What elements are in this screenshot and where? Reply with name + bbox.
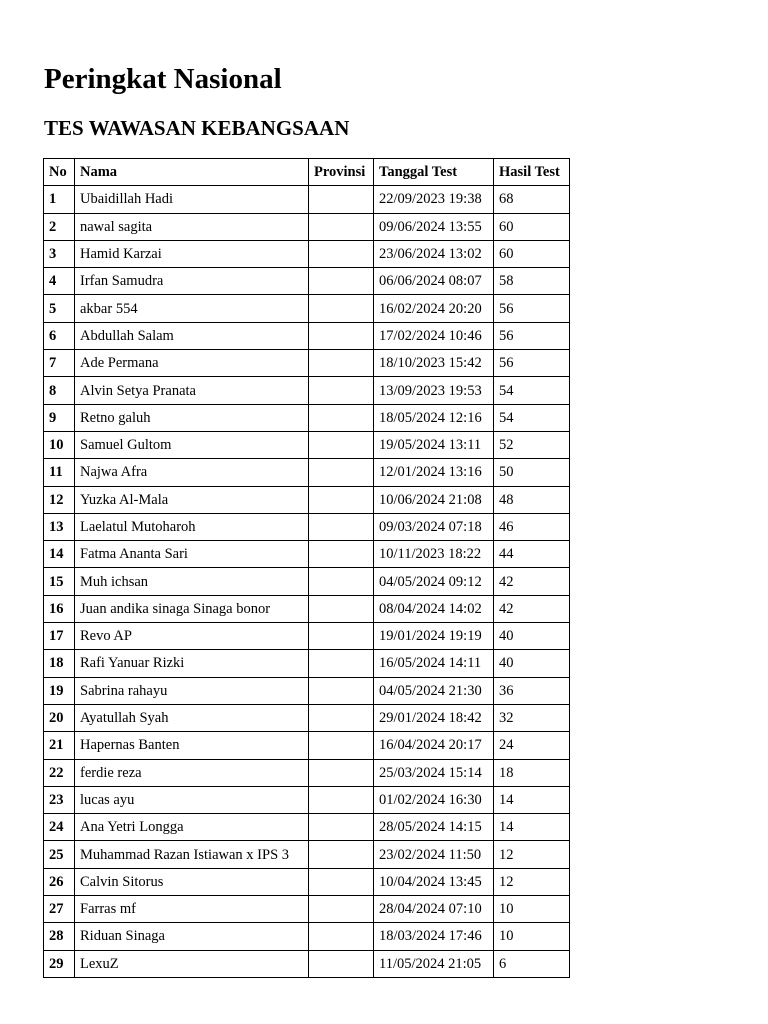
cell-no: 25 bbox=[44, 841, 75, 868]
cell-nama: Najwa Afra bbox=[75, 459, 309, 486]
cell-hasil-test: 46 bbox=[494, 513, 570, 540]
table-row bbox=[44, 841, 570, 868]
cell-no: 5 bbox=[44, 295, 75, 322]
ranking-table-body bbox=[44, 186, 570, 978]
cell-nama: Alvin Setya Pranata bbox=[75, 377, 309, 404]
cell-hasil-test: 18 bbox=[494, 759, 570, 786]
cell-hasil-test: 68 bbox=[494, 186, 570, 213]
cell-no: 7 bbox=[44, 350, 75, 377]
table-row bbox=[44, 814, 570, 841]
cell-tanggal-test: 17/02/2024 10:46 bbox=[374, 322, 494, 349]
header-tanggal-test: Tanggal Test bbox=[374, 159, 494, 186]
cell-nama: LexuZ bbox=[75, 950, 309, 977]
cell-provinsi bbox=[309, 186, 374, 213]
cell-nama: Abdullah Salam bbox=[75, 322, 309, 349]
table-row bbox=[44, 377, 570, 404]
cell-nama: Hamid Karzai bbox=[75, 240, 309, 267]
cell-hasil-test: 24 bbox=[494, 732, 570, 759]
cell-tanggal-test: 28/05/2024 14:15 bbox=[374, 814, 494, 841]
cell-provinsi bbox=[309, 295, 374, 322]
cell-provinsi bbox=[309, 732, 374, 759]
cell-provinsi bbox=[309, 595, 374, 622]
cell-provinsi bbox=[309, 350, 374, 377]
cell-nama: Fatma Ananta Sari bbox=[75, 541, 309, 568]
cell-hasil-test: 40 bbox=[494, 623, 570, 650]
table-row bbox=[44, 404, 570, 431]
cell-tanggal-test: 16/05/2024 14:11 bbox=[374, 650, 494, 677]
cell-hasil-test: 40 bbox=[494, 650, 570, 677]
cell-tanggal-test: 13/09/2023 19:53 bbox=[374, 377, 494, 404]
cell-no: 13 bbox=[44, 513, 75, 540]
cell-hasil-test: 58 bbox=[494, 268, 570, 295]
cell-nama: Sabrina rahayu bbox=[75, 677, 309, 704]
cell-nama: Ana Yetri Longga bbox=[75, 814, 309, 841]
cell-provinsi bbox=[309, 240, 374, 267]
cell-tanggal-test: 04/05/2024 09:12 bbox=[374, 568, 494, 595]
table-row bbox=[44, 240, 570, 267]
cell-provinsi bbox=[309, 786, 374, 813]
cell-provinsi bbox=[309, 623, 374, 650]
cell-provinsi bbox=[309, 759, 374, 786]
page-subtitle: TES WAWASAN KEBANGSAAN bbox=[44, 116, 350, 140]
cell-tanggal-test: 18/03/2024 17:46 bbox=[374, 923, 494, 950]
cell-hasil-test: 56 bbox=[494, 322, 570, 349]
table-row bbox=[44, 541, 570, 568]
cell-hasil-test: 14 bbox=[494, 814, 570, 841]
cell-nama: nawal sagita bbox=[75, 213, 309, 240]
cell-hasil-test: 10 bbox=[494, 896, 570, 923]
cell-no: 6 bbox=[44, 322, 75, 349]
header-nama: Nama bbox=[75, 159, 309, 186]
cell-nama: ferdie reza bbox=[75, 759, 309, 786]
cell-no: 19 bbox=[44, 677, 75, 704]
cell-no: 23 bbox=[44, 786, 75, 813]
cell-hasil-test: 42 bbox=[494, 568, 570, 595]
ranking-table-header bbox=[44, 159, 570, 186]
cell-no: 29 bbox=[44, 950, 75, 977]
cell-provinsi bbox=[309, 486, 374, 513]
cell-nama: Yuzka Al-Mala bbox=[75, 486, 309, 513]
cell-tanggal-test: 08/04/2024 14:02 bbox=[374, 595, 494, 622]
cell-no: 17 bbox=[44, 623, 75, 650]
ranking-table bbox=[43, 158, 570, 978]
cell-nama: Juan andika sinaga Sinaga bonor bbox=[75, 595, 309, 622]
table-row bbox=[44, 704, 570, 731]
cell-nama: Rafi Yanuar Rizki bbox=[75, 650, 309, 677]
header-row bbox=[44, 159, 570, 186]
cell-hasil-test: 56 bbox=[494, 350, 570, 377]
cell-provinsi bbox=[309, 568, 374, 595]
cell-no: 27 bbox=[44, 896, 75, 923]
cell-tanggal-test: 29/01/2024 18:42 bbox=[374, 704, 494, 731]
cell-nama: Retno galuh bbox=[75, 404, 309, 431]
cell-provinsi bbox=[309, 268, 374, 295]
cell-tanggal-test: 12/01/2024 13:16 bbox=[374, 459, 494, 486]
cell-hasil-test: 60 bbox=[494, 240, 570, 267]
cell-no: 1 bbox=[44, 186, 75, 213]
cell-hasil-test: 60 bbox=[494, 213, 570, 240]
table-row bbox=[44, 186, 570, 213]
cell-nama: Ubaidillah Hadi bbox=[75, 186, 309, 213]
cell-hasil-test: 48 bbox=[494, 486, 570, 513]
cell-no: 3 bbox=[44, 240, 75, 267]
cell-provinsi bbox=[309, 213, 374, 240]
cell-tanggal-test: 01/02/2024 16:30 bbox=[374, 786, 494, 813]
table-row bbox=[44, 923, 570, 950]
cell-tanggal-test: 18/05/2024 12:16 bbox=[374, 404, 494, 431]
cell-no: 18 bbox=[44, 650, 75, 677]
table-row bbox=[44, 677, 570, 704]
cell-no: 20 bbox=[44, 704, 75, 731]
cell-tanggal-test: 10/11/2023 18:22 bbox=[374, 541, 494, 568]
table-row bbox=[44, 568, 570, 595]
cell-no: 4 bbox=[44, 268, 75, 295]
cell-no: 28 bbox=[44, 923, 75, 950]
cell-provinsi bbox=[309, 513, 374, 540]
cell-no: 22 bbox=[44, 759, 75, 786]
cell-tanggal-test: 09/06/2024 13:55 bbox=[374, 213, 494, 240]
cell-tanggal-test: 04/05/2024 21:30 bbox=[374, 677, 494, 704]
cell-tanggal-test: 25/03/2024 15:14 bbox=[374, 759, 494, 786]
cell-nama: Samuel Gultom bbox=[75, 431, 309, 458]
cell-nama: Revo AP bbox=[75, 623, 309, 650]
cell-tanggal-test: 09/03/2024 07:18 bbox=[374, 513, 494, 540]
table-row bbox=[44, 486, 570, 513]
cell-no: 12 bbox=[44, 486, 75, 513]
table-row bbox=[44, 513, 570, 540]
cell-hasil-test: 56 bbox=[494, 295, 570, 322]
cell-tanggal-test: 19/01/2024 19:19 bbox=[374, 623, 494, 650]
cell-nama: Farras mf bbox=[75, 896, 309, 923]
table-row bbox=[44, 213, 570, 240]
page-title: Peringkat Nasional bbox=[44, 63, 282, 95]
cell-provinsi bbox=[309, 404, 374, 431]
cell-no: 14 bbox=[44, 541, 75, 568]
cell-nama: Ade Permana bbox=[75, 350, 309, 377]
cell-no: 11 bbox=[44, 459, 75, 486]
cell-hasil-test: 44 bbox=[494, 541, 570, 568]
cell-no: 2 bbox=[44, 213, 75, 240]
cell-tanggal-test: 23/06/2024 13:02 bbox=[374, 240, 494, 267]
cell-no: 10 bbox=[44, 431, 75, 458]
cell-provinsi bbox=[309, 677, 374, 704]
cell-nama: Ayatullah Syah bbox=[75, 704, 309, 731]
cell-tanggal-test: 11/05/2024 21:05 bbox=[374, 950, 494, 977]
cell-tanggal-test: 18/10/2023 15:42 bbox=[374, 350, 494, 377]
cell-provinsi bbox=[309, 896, 374, 923]
cell-no: 9 bbox=[44, 404, 75, 431]
cell-provinsi bbox=[309, 868, 374, 895]
table-row bbox=[44, 623, 570, 650]
cell-hasil-test: 10 bbox=[494, 923, 570, 950]
cell-nama: akbar 554 bbox=[75, 295, 309, 322]
cell-hasil-test: 36 bbox=[494, 677, 570, 704]
cell-no: 16 bbox=[44, 595, 75, 622]
cell-provinsi bbox=[309, 950, 374, 977]
cell-hasil-test: 32 bbox=[494, 704, 570, 731]
table-row bbox=[44, 595, 570, 622]
cell-tanggal-test: 28/04/2024 07:10 bbox=[374, 896, 494, 923]
cell-hasil-test: 50 bbox=[494, 459, 570, 486]
table-row bbox=[44, 295, 570, 322]
cell-nama: Riduan Sinaga bbox=[75, 923, 309, 950]
cell-tanggal-test: 16/02/2024 20:20 bbox=[374, 295, 494, 322]
cell-tanggal-test: 16/04/2024 20:17 bbox=[374, 732, 494, 759]
cell-tanggal-test: 06/06/2024 08:07 bbox=[374, 268, 494, 295]
cell-hasil-test: 6 bbox=[494, 950, 570, 977]
cell-tanggal-test: 10/04/2024 13:45 bbox=[374, 868, 494, 895]
cell-hasil-test: 42 bbox=[494, 595, 570, 622]
cell-hasil-test: 14 bbox=[494, 786, 570, 813]
table-row bbox=[44, 459, 570, 486]
cell-hasil-test: 54 bbox=[494, 404, 570, 431]
table-row bbox=[44, 896, 570, 923]
cell-no: 15 bbox=[44, 568, 75, 595]
table-row bbox=[44, 868, 570, 895]
table-row bbox=[44, 650, 570, 677]
table-row bbox=[44, 322, 570, 349]
cell-no: 21 bbox=[44, 732, 75, 759]
cell-provinsi bbox=[309, 541, 374, 568]
cell-provinsi bbox=[309, 322, 374, 349]
cell-hasil-test: 52 bbox=[494, 431, 570, 458]
cell-nama: Muhammad Razan Istiawan x IPS 3 bbox=[75, 841, 309, 868]
header-provinsi: Provinsi bbox=[309, 159, 374, 186]
table-row bbox=[44, 950, 570, 977]
table-row bbox=[44, 431, 570, 458]
cell-provinsi bbox=[309, 841, 374, 868]
table-row bbox=[44, 786, 570, 813]
cell-nama: Irfan Samudra bbox=[75, 268, 309, 295]
cell-provinsi bbox=[309, 704, 374, 731]
cell-tanggal-test: 10/06/2024 21:08 bbox=[374, 486, 494, 513]
cell-nama: Laelatul Mutoharoh bbox=[75, 513, 309, 540]
cell-nama: Muh ichsan bbox=[75, 568, 309, 595]
cell-provinsi bbox=[309, 377, 374, 404]
cell-tanggal-test: 22/09/2023 19:38 bbox=[374, 186, 494, 213]
cell-hasil-test: 54 bbox=[494, 377, 570, 404]
cell-nama: Hapernas Banten bbox=[75, 732, 309, 759]
header-no: No bbox=[44, 159, 75, 186]
table-row bbox=[44, 759, 570, 786]
cell-tanggal-test: 23/02/2024 11:50 bbox=[374, 841, 494, 868]
cell-no: 24 bbox=[44, 814, 75, 841]
cell-nama: Calvin Sitorus bbox=[75, 868, 309, 895]
cell-nama: lucas ayu bbox=[75, 786, 309, 813]
table-row bbox=[44, 350, 570, 377]
cell-no: 26 bbox=[44, 868, 75, 895]
cell-provinsi bbox=[309, 459, 374, 486]
cell-tanggal-test: 19/05/2024 13:11 bbox=[374, 431, 494, 458]
table-row bbox=[44, 732, 570, 759]
cell-no: 8 bbox=[44, 377, 75, 404]
cell-provinsi bbox=[309, 650, 374, 677]
header-hasil-test: Hasil Test bbox=[494, 159, 570, 186]
cell-hasil-test: 12 bbox=[494, 868, 570, 895]
table-row bbox=[44, 268, 570, 295]
cell-provinsi bbox=[309, 923, 374, 950]
cell-hasil-test: 12 bbox=[494, 841, 570, 868]
cell-provinsi bbox=[309, 814, 374, 841]
cell-provinsi bbox=[309, 431, 374, 458]
